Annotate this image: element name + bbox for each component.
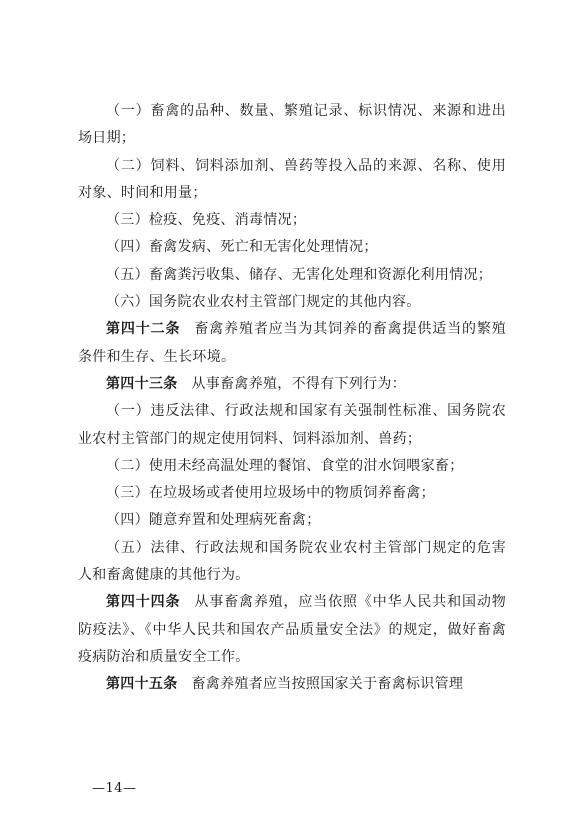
article-heading: 第四十五条	[106, 676, 178, 693]
para-text: （三）检疫、免疫、消毒情况；	[106, 212, 307, 229]
list-item-6	[78, 289, 506, 316]
para-text: （一）违反法律、行政法规和国家有关强制性标准、国务院农业农村主管部门的规定使用饲料、饲料添加剂、兽药；	[78, 403, 506, 447]
list-item-3	[78, 207, 506, 234]
article-heading: 第四十二条	[106, 321, 181, 338]
list-item-2	[78, 453, 506, 480]
para-text: （五）畜禽粪污收集、储存、无害化处理和资源化利用情况；	[106, 266, 493, 283]
list-item-3	[78, 480, 506, 507]
page-number: —14—	[92, 781, 137, 796]
list-item-5	[78, 535, 506, 590]
para-text: 从事畜禽养殖，应当依照《中华人民共和国动物防疫法》、《中华人民共和国农产品质量安全法》的规定，做好畜禽疫病防治和质量安全工作。	[78, 594, 506, 665]
article-44	[78, 589, 506, 671]
body-text	[78, 98, 506, 699]
para-text: 畜禽养殖者应当为其饲养的畜禽提供适当的繁殖条件和生存、生长环境。	[78, 321, 506, 365]
para-text: （五）法律、行政法规和国务院农业农村主管部门规定的危害人和畜禽健康的其他行为。	[78, 539, 506, 584]
para-text: （四）随意弃置和处理病死畜禽；	[106, 512, 321, 529]
para-text: （一）畜禽的品种、数量、繁殖记录、标识情况、来源和进出场日期；	[78, 103, 506, 147]
para-text: （四）畜禽发病、死亡和无害化处理情况；	[106, 239, 378, 256]
para-text: 畜禽养殖者应当按照国家关于畜禽标识管理	[191, 676, 464, 693]
list-item-4	[78, 234, 506, 261]
list-item-1	[78, 98, 506, 153]
article-45	[78, 671, 506, 698]
para-text: （六）国务院农业农村主管部门规定的其他内容。	[106, 294, 421, 311]
article-42	[78, 316, 506, 371]
para-text: （二）饲料、饲料添加剂、兽药等投入品的来源、名称、使用对象、时间和用量；	[78, 157, 506, 201]
article-43	[78, 371, 506, 398]
list-item-1	[78, 398, 506, 453]
list-item-4	[78, 507, 506, 534]
para-text: 从事畜禽养殖，不得有下列行为：	[191, 375, 406, 392]
list-item-2	[78, 153, 506, 208]
article-heading: 第四十三条	[106, 375, 178, 392]
para-text: （三）在垃圾场或者使用垃圾场中的物质饲养畜禽；	[106, 485, 435, 502]
list-item-5	[78, 262, 506, 289]
article-heading: 第四十四条	[106, 594, 181, 611]
para-text: （二）使用未经高温处理的餐馆、食堂的泔水饲喂家畜；	[106, 457, 464, 474]
